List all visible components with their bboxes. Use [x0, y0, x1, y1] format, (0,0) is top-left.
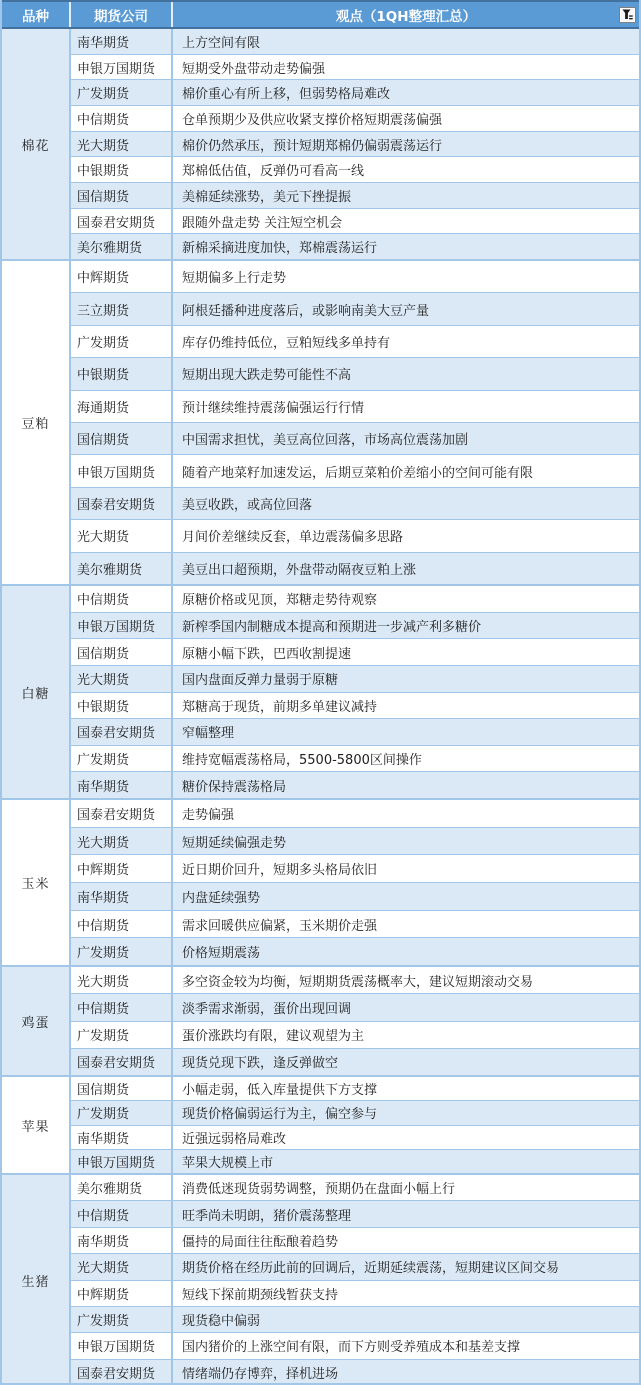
opinion-cell: 内盘延续强势 — [182, 890, 261, 906]
company-cell: 中信期货 — [71, 911, 173, 938]
company-cell: 中辉期货 — [71, 261, 173, 292]
table-row — [71, 1254, 639, 1280]
table-body — [2, 29, 639, 1385]
company-cell: 广发期货 — [71, 1022, 173, 1048]
opinion-cell: 僵持的局面往往酝酿着趋势 — [182, 1234, 339, 1250]
opinion-cell: 库存仍维持低位，豆粕短线多单持有 — [182, 336, 391, 352]
table-row — [71, 855, 639, 883]
opinion-cell: 近日期价回升，短期多头格局依旧 — [182, 863, 378, 879]
opinion-cell: 预计继续维持震荡偏强运行行情 — [182, 400, 365, 416]
company-cell: 广发期货 — [71, 1101, 173, 1124]
opinion-cell: 国内盘面反弹力量弱于原糖 — [182, 673, 339, 689]
table-row — [71, 1201, 639, 1227]
table-row — [71, 1360, 639, 1385]
company-cell: 国信期货 — [71, 183, 173, 208]
header-company: 期货公司 — [71, 2, 173, 27]
table-row — [71, 326, 639, 358]
company-cell: 广发期货 — [71, 938, 173, 965]
commodity-section — [2, 967, 639, 1077]
table-row — [71, 772, 639, 798]
company-cell: 中信期货 — [71, 1201, 173, 1226]
table-row — [71, 883, 639, 911]
variety-cell: 鸡蛋 — [2, 967, 71, 1075]
table-row — [71, 183, 639, 209]
company-cell: 国泰君安期货 — [71, 800, 173, 827]
section-rows — [71, 29, 639, 259]
table-row — [71, 938, 639, 965]
opinion-cell: 多空资金较为均衡，短期期货震荡概率大，建议短期滚动交易 — [182, 974, 534, 990]
section-rows — [71, 967, 639, 1075]
opinion-cell: 国内猪价的上涨空间有限，而下方则受养殖成本和基差支撑 — [182, 1340, 521, 1356]
opinion-cell: 棉价重心有所上移，但弱势格局难改 — [182, 87, 391, 103]
company-cell: 南华期货 — [71, 883, 173, 910]
table-row — [71, 520, 639, 552]
company-cell: 南华期货 — [71, 1126, 173, 1149]
opinion-cell: 短期出现大跌走势可能性不高 — [182, 368, 352, 384]
company-cell: 国泰君安期货 — [71, 209, 173, 234]
opinion-cell: 近强远弱格局难改 — [182, 1131, 287, 1147]
variety-cell: 玉米 — [2, 800, 71, 965]
table-row — [71, 209, 639, 235]
company-cell: 广发期货 — [71, 1307, 173, 1332]
table-row — [71, 29, 639, 55]
commodity-section — [2, 261, 639, 586]
table-row — [71, 358, 639, 390]
company-cell: 广发期货 — [71, 80, 173, 105]
table-row — [71, 132, 639, 158]
header-opinion-label: 观点（1QH整理汇总） — [335, 8, 477, 25]
table-row — [71, 106, 639, 132]
table-row — [71, 455, 639, 487]
company-cell: 光大期货 — [71, 132, 173, 157]
company-cell: 南华期货 — [71, 29, 173, 54]
company-cell: 中银期货 — [71, 693, 173, 719]
table-row — [71, 994, 639, 1021]
opinion-cell: 美棉延续涨势，美元下挫提振 — [182, 189, 352, 205]
opinion-cell: 中国需求担忧，美豆高位回落，市场高位震荡加剧 — [182, 433, 469, 449]
section-rows — [71, 1077, 639, 1173]
section-rows — [71, 586, 639, 798]
table-row — [71, 1175, 639, 1201]
opinion-cell: 短期延续偏强走势 — [182, 835, 287, 851]
table-row — [71, 1126, 639, 1150]
company-cell: 南华期货 — [71, 1228, 173, 1253]
company-cell: 申银万国期货 — [71, 455, 173, 486]
company-cell: 美尔雅期货 — [71, 234, 173, 259]
company-cell: 国信期货 — [71, 1077, 173, 1100]
opinion-cell: 现货稳中偏弱 — [182, 1314, 261, 1330]
commodity-section — [2, 1175, 639, 1385]
opinion-cell: 维持宽幅震荡格局，5500-5800区间操作 — [182, 753, 422, 769]
opinion-cell: 糖价保持震荡格局 — [182, 779, 287, 795]
table-row — [71, 666, 639, 693]
opinion-cell: 上方空间有限 — [182, 35, 261, 51]
opinion-cell: 价格短期震荡 — [182, 946, 261, 962]
table-row — [71, 1150, 639, 1173]
opinion-cell: 郑棉低估值，反弹仍可看高一线 — [182, 164, 365, 180]
filter-button[interactable] — [619, 7, 636, 23]
opinion-cell: 美豆收跌，或高位回落 — [182, 498, 313, 514]
table-row — [71, 1049, 639, 1075]
header-variety: 品种 — [2, 2, 71, 27]
opinion-cell: 新棉采摘进度加快，郑棉震荡运行 — [182, 241, 378, 257]
opinion-cell: 郑糖高于现货，前期多单建议减持 — [182, 699, 378, 715]
opinion-cell: 原糖小幅下跌，巴西收割提速 — [182, 646, 352, 662]
opinion-cell: 棉价仍然承压，预计短期郑棉仍偏弱震荡运行 — [182, 138, 443, 154]
company-cell: 光大期货 — [71, 1254, 173, 1279]
company-cell: 国泰君安期货 — [71, 488, 173, 519]
table-row — [71, 1333, 639, 1359]
company-cell: 海通期货 — [71, 391, 173, 422]
opinion-cell: 美豆出口超预期，外盘带动隔夜豆粕上涨 — [182, 562, 417, 578]
company-cell: 中辉期货 — [71, 855, 173, 882]
company-cell: 申银万国期货 — [71, 1333, 173, 1358]
table-row — [71, 1307, 639, 1333]
opinion-cell: 蛋价涨跌均有限，建议观望为主 — [182, 1029, 365, 1045]
table-row — [71, 80, 639, 106]
table-row — [71, 828, 639, 856]
table-row — [71, 613, 639, 640]
commodity-section — [2, 800, 639, 967]
table-row — [71, 1281, 639, 1307]
company-cell: 广发期货 — [71, 326, 173, 357]
company-cell: 申银万国期货 — [71, 1150, 173, 1173]
opinion-cell: 情绪端仍存博弈，择机进场 — [182, 1366, 339, 1382]
opinion-cell: 走势偏强 — [182, 807, 235, 823]
company-cell: 美尔雅期货 — [71, 1175, 173, 1200]
opinion-cell: 消费低迷现货弱势调整，预期仍在盘面小幅上行 — [182, 1182, 456, 1198]
filter-icon — [622, 9, 633, 20]
company-cell: 广发期货 — [71, 746, 173, 772]
opinion-cell: 旺季尚未明朗，猪价震荡整理 — [182, 1208, 352, 1224]
table-row — [71, 1077, 639, 1101]
opinion-cell: 窄幅整理 — [182, 726, 235, 742]
variety-cell: 苹果 — [2, 1077, 71, 1173]
header-opinion — [173, 2, 639, 27]
company-cell: 申银万国期货 — [71, 55, 173, 80]
company-cell: 国泰君安期货 — [71, 1360, 173, 1385]
opinion-cell: 原糖价格或见顶，郑糖走势待观察 — [182, 593, 378, 609]
opinion-cell: 现货兑现下跌，逢反弹做空 — [182, 1056, 339, 1072]
section-rows — [71, 1175, 639, 1385]
table-row — [71, 293, 639, 325]
company-cell: 光大期货 — [71, 666, 173, 692]
company-cell: 国泰君安期货 — [71, 719, 173, 745]
opinion-cell: 需求回暖供应偏紧，玉米期价走强 — [182, 918, 378, 934]
company-cell: 三立期货 — [71, 293, 173, 324]
company-cell: 南华期货 — [71, 772, 173, 798]
company-cell: 中信期货 — [71, 586, 173, 612]
table-header — [2, 0, 639, 29]
opinion-cell: 阿根廷播种进度落后，或影响南美大豆产量 — [182, 303, 430, 319]
table-row — [71, 719, 639, 746]
table-row — [71, 746, 639, 773]
opinion-cell: 期货价格在经历此前的回调后，近期延续震荡，短期建议区间交易 — [182, 1261, 560, 1277]
company-cell: 申银万国期货 — [71, 613, 173, 639]
company-cell: 中信期货 — [71, 994, 173, 1020]
table-row — [71, 157, 639, 183]
opinion-cell: 小幅走弱，低入库量提供下方支撑 — [182, 1083, 378, 1099]
table-row — [71, 234, 639, 259]
table-row — [71, 553, 639, 584]
commodity-section — [2, 586, 639, 800]
opinion-cell: 仓单预期少及供应收紧支撑价格短期震荡偏强 — [182, 112, 443, 128]
company-cell: 美尔雅期货 — [71, 553, 173, 584]
opinion-cell: 淡季需求渐弱，蛋价出现回调 — [182, 1001, 352, 1017]
variety-cell: 生猪 — [2, 1175, 71, 1385]
table-row — [71, 261, 639, 293]
table-row — [71, 391, 639, 423]
table-row — [71, 693, 639, 720]
table-row — [71, 488, 639, 520]
table-row — [71, 1228, 639, 1254]
opinion-cell: 短期偏多上行走势 — [182, 271, 287, 287]
company-cell: 中辉期货 — [71, 1281, 173, 1306]
opinion-cell: 短期受外盘带动走势偏强 — [182, 61, 326, 77]
opinion-cell: 现货价格偏弱运行为主，偏空参与 — [182, 1107, 378, 1123]
opinion-cell: 新榨季国内制糖成本提高和预期进一步减产利多糖价 — [182, 619, 482, 635]
company-cell: 国信期货 — [71, 423, 173, 454]
company-cell: 中银期货 — [71, 157, 173, 182]
opinion-cell: 随着产地菜籽加速发运，后期豆菜粕价差缩小的空间可能有限 — [182, 465, 534, 481]
opinion-cell: 苹果大规模上市 — [182, 1155, 274, 1171]
table-row — [71, 586, 639, 613]
table-row — [71, 800, 639, 828]
section-rows — [71, 261, 639, 584]
table-row — [71, 639, 639, 666]
company-cell: 中信期货 — [71, 106, 173, 131]
company-cell: 国信期货 — [71, 639, 173, 665]
opinion-cell: 跟随外盘走势 关注短空机会 — [182, 215, 343, 231]
section-rows — [71, 800, 639, 965]
company-cell: 国泰君安期货 — [71, 1049, 173, 1075]
opinion-cell: 月间价差继续反套，单边震荡偏多思路 — [182, 530, 404, 546]
commodity-section — [2, 1077, 639, 1175]
commodity-section — [2, 29, 639, 261]
table-row — [71, 1101, 639, 1125]
table-row — [71, 55, 639, 81]
table-row — [71, 911, 639, 939]
table-row — [71, 423, 639, 455]
variety-cell: 豆粕 — [2, 261, 71, 584]
opinion-cell: 短线下探前期颈线暂获支持 — [182, 1287, 339, 1303]
company-cell: 中银期货 — [71, 358, 173, 389]
company-cell: 光大期货 — [71, 967, 173, 993]
table-row — [71, 1022, 639, 1049]
variety-cell: 棉花 — [2, 29, 71, 259]
table-row — [71, 967, 639, 994]
company-cell: 光大期货 — [71, 520, 173, 551]
variety-cell: 白糖 — [2, 586, 71, 798]
company-cell: 光大期货 — [71, 828, 173, 855]
